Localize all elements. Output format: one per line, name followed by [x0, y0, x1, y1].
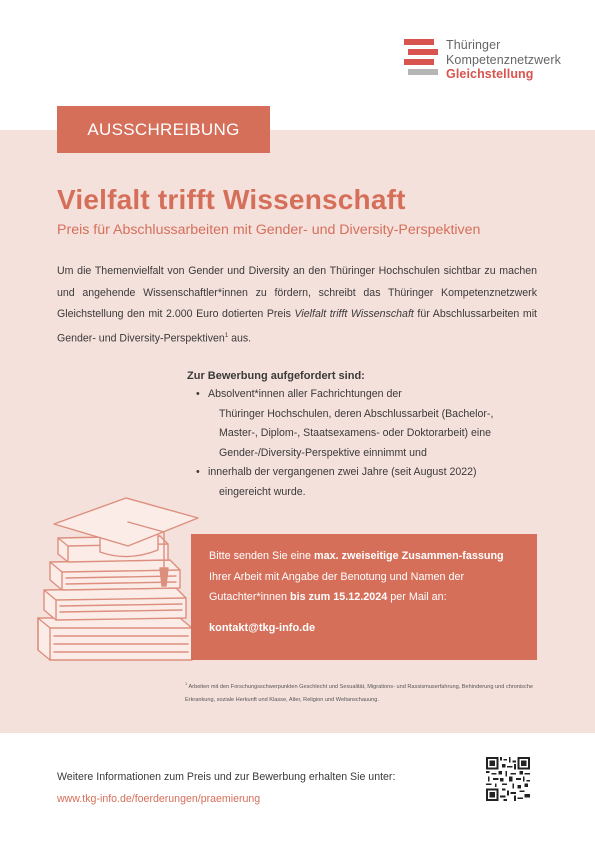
callout-bold-1: max. zweiseitige Zusammen-fassung [314, 550, 504, 562]
intro-part-3: aus. [228, 332, 252, 345]
books-graduation-cap-icon [30, 488, 208, 668]
page-title: Vielfalt trifft Wissenschaft [57, 184, 406, 215]
callout-text-3: per Mail an: [387, 591, 447, 603]
requirement-line: Thüringer Hochschulen, deren Abschlussarbeit (Bachelor-, [219, 407, 494, 420]
footnote-mark: 1 [185, 681, 188, 686]
requirement-item [196, 463, 533, 502]
logo-line-2: Kompetenznetzwerk [446, 52, 561, 67]
bullet-icon: • [196, 466, 200, 478]
callout-deadline: bis zum 15.12.2024 [290, 591, 388, 603]
requirement-line: Master-, Diplom-, Staatsexamens- oder Doktorarbeit) eine [219, 427, 492, 439]
bullet-icon: • [196, 388, 200, 400]
callout-text-2: Ihrer Arbeit mit Angabe der Benotung und Namen der Gutachter*innen [209, 570, 465, 603]
requirements-list [196, 385, 533, 502]
requirements-title: Zur Bewerbung aufgefordert sind: [187, 370, 365, 382]
intro-footnote-mark: 1 [224, 332, 229, 339]
logo-wordmark [446, 38, 561, 82]
intro-paragraph [57, 261, 537, 350]
intro-prize-name: Vielfalt trifft Wissenschaft [294, 308, 414, 320]
intro-part-1: Um die Themenvielfalt von Gender und Diversity an den Thüringer Hochschulen sichtbar zu machen und angehende Wissenschaftler*innen zu fördern, schreibt das Thüringer Kompetenznetzwerk Gleichstellung den mit 2.000 Euro dotierten Preis [57, 265, 537, 320]
logo-line-1: Thüringer [446, 38, 501, 52]
announcement-badge: AUSSCHREIBUNG [57, 106, 270, 153]
footnote-text: Arbeiten mit den Forschungsschwerpunkten Geschlecht und Sexualität, Migrations- und Rassismuserfahrung, Behinderung und chronische Erkrankung, soziale Herkunft und Klasse, Alter, Religion und Weltanschauung. [185, 683, 533, 703]
logo-line-3: Gleichstellung [446, 67, 534, 81]
info-link[interactable]: www.tkg-info.de/foerderungen/praemierung [57, 793, 261, 805]
requirement-line: eingereicht wurde. [219, 485, 306, 498]
callout-text [209, 546, 527, 608]
contact-email-link[interactable]: kontakt@tkg-info.de [209, 622, 316, 634]
footnote [185, 677, 545, 707]
application-callout [191, 534, 537, 660]
page-subtitle: Preis für Abschlussarbeiten mit Gender- und Diversity-Perspektiven [57, 222, 481, 238]
info-text: Weitere Informationen zum Preis und zur Bewerbung erhalten Sie unter: [57, 771, 396, 783]
requirement-line: Absolvent*innen aller Fachrichtungen der [208, 388, 402, 400]
intro-part-2: für Abschlussarbeiten mit Gender- und Diversity-Perspektiven [57, 308, 538, 345]
qr-code-icon [486, 757, 530, 801]
requirement-line: innerhalb der vergangenen zwei Jahre (seit August 2022) [208, 466, 477, 478]
requirement-line: Gender-/Diversity-Perspektive einnimmt und [219, 446, 427, 459]
requirement-item [196, 385, 533, 463]
tkg-logo-icon [404, 39, 438, 75]
callout-text-1: Bitte senden Sie eine [209, 550, 315, 562]
